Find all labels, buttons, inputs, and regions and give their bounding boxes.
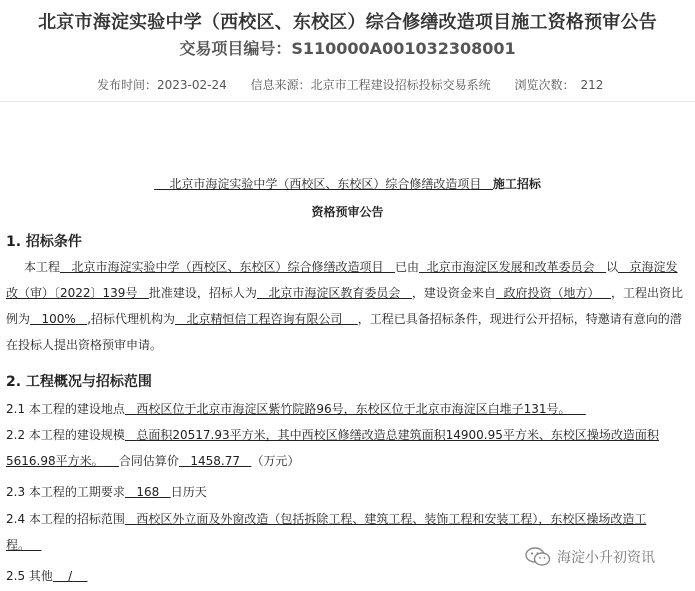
publish-time-label: 发布时间： [97,78,158,92]
wechat-icon [525,547,551,567]
doc-heading-suffix: 施工招标 [492,177,541,191]
watermark-text: 海淀小升初资讯 [557,550,655,566]
doc-subheading: 资格预审公告 [311,205,384,219]
page-title: 北京市海淀实验中学（西校区、东校区）综合修缮改造项目施工资格预审公告 [38,12,657,33]
source: 北京市工程建设招标投标交易系统 [310,78,491,92]
project-number-value: S110000A001032308001 [291,39,516,58]
section-heading-1: 1. 招标条件 [6,234,82,250]
meta-bar [97,76,623,93]
item-2-5: 2.5 其他 / [6,569,73,583]
project-number [0,36,695,59]
publish-time: 2023-02-24 [157,78,227,92]
view-count: 212 [580,78,604,92]
section-heading-2: 2. 工程概况与招标范围 [6,374,152,390]
project-number-label: 交易项目编号： [179,39,292,58]
item-2-4: 2.4 本工程的招标范围 西校区外立面及外窗改造（包括拆除工程、建筑工程、装饰工程和安装工程），东校区操场改造工程。 [6,512,647,552]
watermark [525,547,655,567]
source-label: 信息来源： [250,78,311,92]
item-2-1: 2.1 本工程的建设地点 西校区位于北京市海淀区紫竹院路96号，东校区位于北京市海淀区白堆子131号。 [6,402,571,416]
doc-heading-project: 北京市海淀实验中学（西校区、东校区）综合修缮改造项目 [169,177,482,191]
item-2-2: 2.2 本工程的建设规模 总面积20517.93平方米，其中西校区修缮改造总建筑面积14900.95平方米、东校区操场改造面积5616.98平方米。 合同估算价 1458.77 （万元） [6,428,659,468]
views-label: 浏览次数： [514,78,575,92]
divider [0,101,695,102]
doc-heading [0,175,695,192]
item-2-3: 2.3 本工程的工期要求 168 日历天 [6,485,207,499]
paragraph-tender-conditions: 本工程 北京市海淀实验中学（西校区、东校区）综合修缮改造项目 已由 北京市海淀区发展和改革委员会 以 京海淀发改（审）〔2022〕139号 批准建设，招标人为 北京市海淀区教育委员会 ，建设资金来自 政府投资（地方） ，工程出资比例为 100% ,招标代理机构为 北京精恒信工程咨询有限公司 ，工程已具备招标条件，现进行公开招标，特邀请有意向的潜在投标人提出资格预审申请。 [6,260,683,352]
